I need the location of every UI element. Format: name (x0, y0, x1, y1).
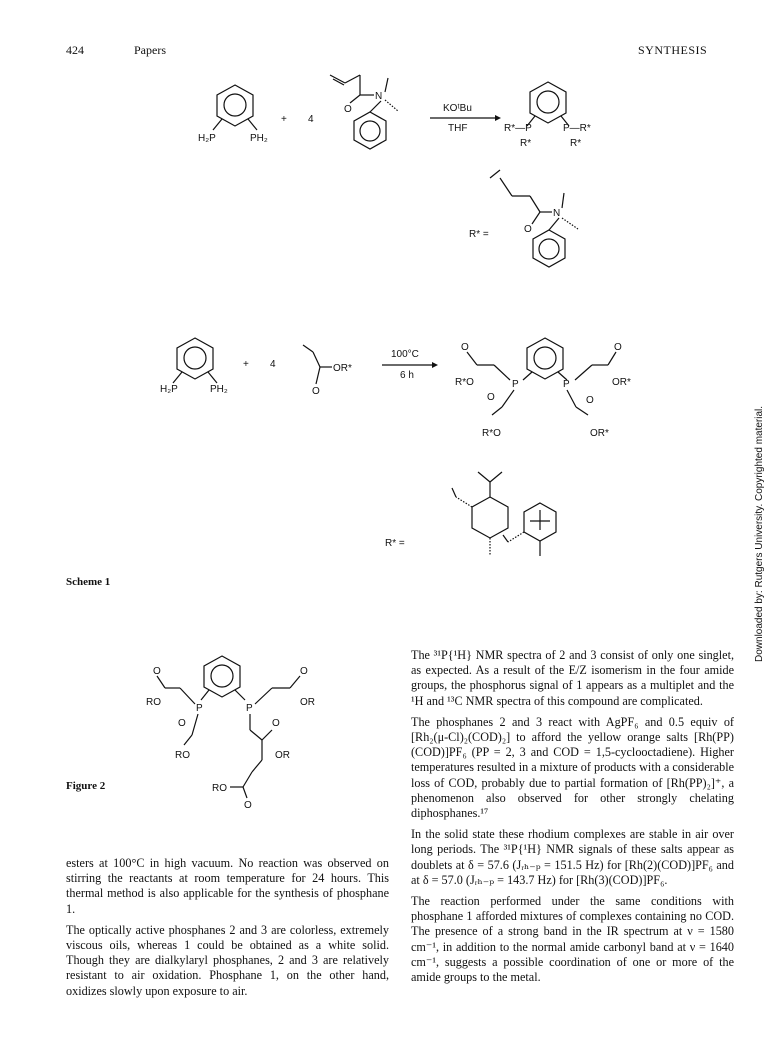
svg-text:RO: RO (175, 750, 190, 761)
svg-text:O: O (344, 104, 352, 115)
paragraph: The phosphanes 2 and 3 react with AgPF₆ and 0.5 equiv of [Rh₂(μ-Cl)₂(COD)₂] to afford the yellow orange salts [Rh(PP)(COD)]PF₆ (PP = 2, 3 and COD = 1,5-cyclooctadiene). Higher temperatures resulted in a mixture of products with a considerable loss of COD, probably due to partial formation of [Rh(PP)₂]⁺, a phenomenon also observed for other strongly chelating diphosphanes.¹⁷ (411, 714, 734, 821)
journal-name: SYNTHESIS (638, 43, 708, 57)
svg-text:H₂P: H₂P (160, 384, 178, 395)
svg-text:R*: R* (570, 138, 582, 149)
paragraph: In the solid state these rhodium complexes are stable in air over long periods. The ³¹P{¹H} NMR signals of these salts appear as doublets at δ = 57.6 (Jᵣₕ₋ₚ = 151.5 Hz) for [Rh(2)(COD)]PF₆ and at δ = 57.0 (Jᵣₕ₋ₚ = 143.7 Hz) for [Rh(3)(COD)]PF₆. (411, 827, 734, 887)
product-1-structure (504, 82, 591, 149)
svg-text:O: O (461, 342, 469, 353)
paragraph: The ³¹P{¹H} NMR spectra of 2 and 3 consist of only one singlet, as expected. As a result of the E/Z isomerism in the four amide groups, the phosphorus signal of 1 appears as a multiplet and the ¹H and ¹³C NMR spectra of this compound are complicated. (411, 648, 734, 708)
svg-text:RO: RO (146, 697, 161, 708)
reaction-2-time: 6 h (400, 370, 414, 381)
svg-text:N: N (375, 91, 383, 102)
svg-text:P: P (512, 379, 519, 390)
svg-text:R*O: R*O (455, 377, 474, 388)
svg-text:O: O (178, 718, 186, 729)
svg-text:O: O (153, 666, 161, 677)
figure-2-tail (0, 760, 380, 810)
svg-text:O: O (272, 718, 280, 729)
diphosphine-structure-2 (160, 338, 228, 395)
svg-text:P: P (246, 703, 253, 714)
rstar-amide-structure (490, 170, 578, 267)
reaction-2-equiv: 4 (270, 359, 276, 370)
rstar-label-1: R* = (469, 229, 489, 240)
svg-text:RO: RO (212, 783, 227, 794)
product-2-structure (455, 338, 631, 439)
svg-text:R*O: R*O (482, 428, 501, 439)
svg-text:N: N (553, 208, 561, 219)
svg-text:OR*: OR* (612, 377, 631, 388)
svg-text:OR*: OR* (590, 428, 609, 439)
svg-text:O: O (586, 395, 594, 406)
bornyl-structure (503, 503, 556, 556)
reaction-2-temperature: 100°C (391, 349, 419, 360)
svg-text:P—R*: P—R* (563, 123, 591, 134)
left-column (66, 856, 389, 1005)
reaction-1-reagent: KOᵗBu (443, 103, 472, 114)
page-number: 424 (66, 43, 84, 57)
svg-text:O: O (244, 800, 252, 810)
acrylamide-structure (330, 75, 398, 149)
svg-text:O: O (312, 386, 320, 397)
svg-text:O: O (524, 224, 532, 235)
diphosphine-structure-1 (198, 85, 268, 144)
svg-text:OR: OR (300, 697, 315, 708)
svg-text:H₂P: H₂P (198, 133, 216, 144)
paragraph: The optically active phosphanes 2 and 3 are colorless, extremely viscous oils, whereas 1 could be obtained as a white solid. Though they are dialkylaryl phosphanes, 2 and 3 are relatively resistant to air oxidation. Phosphane 1, on the other hand, oxidizes slowly upon exposure to air. (66, 922, 389, 998)
reaction-1-plus: + (281, 114, 287, 125)
svg-text:R*: R* (520, 138, 532, 149)
svg-text:O: O (300, 666, 308, 677)
reaction-1-equiv: 4 (308, 114, 314, 125)
svg-text:R*—P: R*—P (504, 123, 532, 134)
download-notice: Downloaded by: Rutgers University. Copyrighted material. (754, 405, 765, 662)
scheme-label: Scheme 1 (66, 576, 111, 588)
svg-text:OR: OR (275, 750, 290, 761)
menthyl-structure (452, 472, 508, 555)
reaction-1-solvent: THF (448, 123, 468, 134)
reaction-2-plus: + (243, 359, 249, 370)
paragraph: The reaction performed under the same conditions with phosphane 1 afforded mixtures of complexes containing no COD. The presence of a strong band in the IR spectrum at ν = 1580 cm⁻¹, in addition to the normal amide carbonyl band at ν = 1640 cm⁻¹, suggests a possible coordination of one or more of the amide groups to the metal. (411, 894, 734, 985)
acrylate-structure (303, 345, 352, 397)
svg-text:P: P (196, 703, 203, 714)
right-column (411, 648, 734, 991)
section-name: Papers (134, 43, 166, 57)
paragraph: esters at 100°C in high vacuum. No reaction was observed on stirring the reactants at room temperature for 24 hours. This thermal method is also applicable for the synthesis of phosphane 1. (66, 856, 389, 916)
svg-text:OR*: OR* (333, 363, 352, 374)
figure-label: Figure 2 (66, 780, 106, 792)
svg-text:P: P (563, 379, 570, 390)
svg-text:O: O (614, 342, 622, 353)
svg-text:PH₂: PH₂ (210, 384, 228, 395)
figure-2-graphic (0, 600, 380, 780)
rstar-label-2: R* = (385, 538, 405, 549)
svg-text:PH₂: PH₂ (250, 133, 268, 144)
svg-text:O: O (487, 392, 495, 403)
